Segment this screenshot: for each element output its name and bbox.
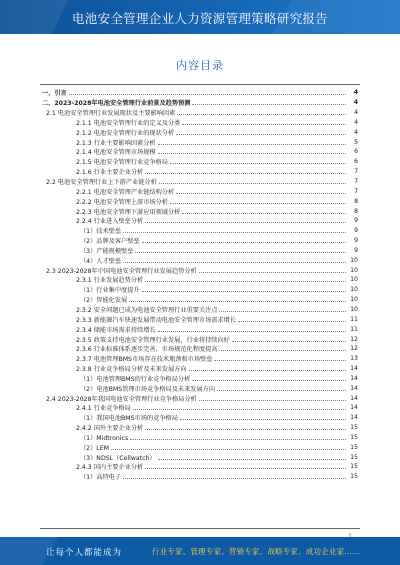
toc-entry-label: 2.3.7 电池管理BMS市场存在技术瓶颈和市场壁垒 bbox=[76, 356, 213, 364]
footer-banner bbox=[0, 537, 400, 565]
toc-entry-page: 10 bbox=[350, 276, 358, 284]
toc-entry-page: 6 bbox=[354, 158, 358, 166]
toc-entry-label: （1）Midtronics bbox=[80, 434, 129, 442]
toc-leader-dots bbox=[130, 439, 346, 440]
toc-entry-page: 5 bbox=[354, 138, 358, 146]
toc-entry[interactable] bbox=[42, 246, 358, 256]
toc-entry-label: 2.3.3 新能源汽车快速发展带动电池安全管理市场需求增长 bbox=[76, 316, 237, 324]
toc-entry-label: （2）LEM bbox=[80, 444, 110, 452]
toc-entry[interactable] bbox=[42, 462, 358, 472]
toc-entry[interactable] bbox=[42, 88, 358, 98]
toc-entry[interactable] bbox=[42, 364, 358, 374]
toc-entry[interactable] bbox=[42, 226, 358, 236]
toc-entry-page: 14 bbox=[350, 404, 358, 412]
toc-entry[interactable] bbox=[42, 177, 358, 187]
toc-leader-dots bbox=[145, 281, 346, 282]
toc-leader-dots bbox=[145, 429, 346, 430]
toc-entry[interactable] bbox=[42, 186, 358, 196]
toc-entry-label: 2.2.4 行业进入壁垒分析 bbox=[76, 218, 144, 226]
toc-leader-dots bbox=[133, 409, 346, 410]
toc-entry-label: （1）行业集中度提升 bbox=[80, 287, 140, 295]
toc-entry[interactable] bbox=[42, 157, 358, 167]
toc-entry-label: （2）智能化发展 bbox=[80, 297, 128, 305]
toc-leader-dots bbox=[170, 163, 346, 164]
toc-entry-page: 4 bbox=[354, 128, 358, 136]
toc-entry-page: 14 bbox=[350, 414, 358, 422]
toc-entry-page: 4 bbox=[354, 118, 358, 126]
toc-entry[interactable] bbox=[42, 344, 358, 354]
toc-bottom-rule bbox=[40, 528, 360, 529]
toc-entry-page: 9 bbox=[354, 227, 358, 235]
toc-entry[interactable] bbox=[42, 206, 358, 216]
toc-entry-label: 2.3 2023-2028年中国电池安全管理行业发展趋势分析 bbox=[46, 267, 197, 275]
toc-entry-page: 6 bbox=[354, 148, 358, 156]
footer-roles: 行业专家、管理专家、营销专家、战略专家、成功企业家…… bbox=[152, 547, 360, 556]
toc-entry-page: 7 bbox=[354, 187, 358, 195]
toc-leader-dots bbox=[158, 153, 346, 154]
toc-leader-dots bbox=[192, 104, 346, 105]
toc-entry-page: 15 bbox=[350, 473, 358, 481]
report-header-banner bbox=[0, 0, 400, 34]
toc-entry-label: 2.2.1 电池安全管理产业链结构分析 bbox=[76, 188, 175, 196]
toc-entry[interactable] bbox=[42, 403, 358, 413]
toc-leader-dots bbox=[158, 144, 346, 145]
toc-entry[interactable] bbox=[42, 383, 358, 393]
toc-entry[interactable] bbox=[42, 127, 358, 137]
toc-leader-dots bbox=[199, 400, 346, 401]
toc-entry-label: 2.1 电池安全管理行业发展现状及主要影响因素 bbox=[46, 110, 176, 118]
toc-leader-dots bbox=[158, 459, 346, 460]
toc-entry[interactable] bbox=[42, 196, 358, 206]
toc-entry-label: 2.1.2 电池安全管理行业的现状分析 bbox=[76, 129, 175, 137]
toc-entry-label: 2.4 2023-2028年我国电池安全管理行业竞争格局分析 bbox=[46, 395, 197, 403]
toc-entry[interactable] bbox=[42, 295, 358, 305]
toc-leader-dots bbox=[182, 124, 346, 125]
toc-leader-dots bbox=[170, 203, 346, 204]
toc-entry-page: 10 bbox=[350, 266, 358, 274]
toc-leader-dots bbox=[182, 213, 346, 214]
toc-entry-label: 2.3.1 行业发展趋势分析 bbox=[76, 277, 144, 285]
toc-entry-page: 10 bbox=[350, 256, 358, 264]
toc-entry-page: 10 bbox=[350, 305, 358, 313]
toc-entry-page: 11 bbox=[350, 315, 358, 323]
toc-entry-label: （3）NDSL（Cellwatch） bbox=[80, 454, 156, 462]
toc-entry-label: （1）我国电池BMS市场的竞争格局 bbox=[80, 415, 178, 423]
toc-entry-page: 14 bbox=[350, 365, 358, 373]
toc-entry-label: （2）品牌及客户壁垒 bbox=[80, 238, 140, 246]
toc-entry[interactable] bbox=[42, 334, 358, 344]
table-of-contents bbox=[42, 88, 358, 482]
toc-entry-label: 2.4.1 行业竞争格局 bbox=[76, 405, 131, 413]
toc-entry-label: 2.1.1 电池安全管理行业的定义及分类 bbox=[76, 119, 181, 127]
toc-entry[interactable] bbox=[42, 373, 358, 383]
toc-entry-label: 二、2023-2028年电池安全管理行业前景及趋势预测 bbox=[42, 100, 191, 108]
toc-leader-dots bbox=[145, 468, 346, 469]
toc-leader-dots bbox=[219, 350, 346, 351]
toc-leader-dots bbox=[199, 272, 346, 273]
toc-entry-page: 15 bbox=[350, 424, 358, 432]
toc-entry-label: 2.3.4 储能市场需求持续增长 bbox=[76, 326, 156, 334]
toc-leader-dots bbox=[189, 370, 346, 371]
toc-entry[interactable] bbox=[42, 452, 358, 462]
toc-entry[interactable] bbox=[42, 305, 358, 315]
toc-entry-label: 一、引言 bbox=[42, 90, 67, 98]
toc-entry-page: 11 bbox=[350, 325, 358, 333]
toc-entry-page: 14 bbox=[350, 394, 358, 402]
toc-entry[interactable] bbox=[42, 433, 358, 443]
toc-entry-page: 4 bbox=[353, 89, 358, 97]
toc-leader-dots bbox=[159, 183, 346, 184]
toc-leader-dots bbox=[135, 252, 346, 253]
toc-entry-page: 7 bbox=[354, 178, 358, 186]
toc-entry-page: 15 bbox=[350, 463, 358, 471]
toc-leader-dots bbox=[123, 478, 346, 479]
toc-leader-dots bbox=[176, 134, 346, 135]
toc-leader-dots bbox=[145, 173, 346, 174]
toc-entry-label: 2.1.6 行业主要企业分析 bbox=[76, 169, 144, 177]
toc-entry-label: （1）技术壁垒 bbox=[80, 228, 122, 236]
toc-entry-page: 4 bbox=[354, 109, 358, 117]
toc-leader-dots bbox=[177, 114, 346, 115]
report-title: 电池安全管理企业人力资源管理策略研究报告 bbox=[71, 11, 328, 26]
toc-leader-dots bbox=[232, 341, 346, 342]
toc-entry-page: 15 bbox=[350, 433, 358, 441]
toc-entry[interactable] bbox=[42, 167, 358, 177]
toc-entry-label: 2.4.2 国外主要企业分析 bbox=[76, 425, 144, 433]
toc-leader-dots bbox=[158, 331, 346, 332]
toc-entry-label: （2）电池BMS管理市场竞争格局及未来发展方向 bbox=[80, 385, 216, 393]
toc-entry[interactable] bbox=[42, 236, 358, 246]
toc-entry-label: （4）人才壁垒 bbox=[80, 257, 122, 265]
toc-entry[interactable] bbox=[42, 118, 358, 128]
toc-entry-page: 10 bbox=[350, 296, 358, 304]
toc-entry-page: 8 bbox=[354, 197, 358, 205]
toc-leader-dots bbox=[192, 380, 346, 381]
toc-entry-page: 9 bbox=[354, 246, 358, 254]
toc-entry-page: 9 bbox=[354, 237, 358, 245]
toc-top-rule bbox=[40, 84, 360, 85]
toc-entry-page: 12 bbox=[350, 335, 358, 343]
toc-entry[interactable] bbox=[42, 354, 358, 364]
toc-leader-dots bbox=[217, 390, 346, 391]
toc-entry[interactable] bbox=[42, 393, 358, 403]
toc-leader-dots bbox=[214, 360, 346, 361]
toc-entry-label: 2.4.3 国内主要企业分析 bbox=[76, 464, 144, 472]
toc-entry-page: 4 bbox=[353, 99, 358, 107]
toc-entry[interactable] bbox=[42, 137, 358, 147]
toc-leader-dots bbox=[142, 242, 346, 243]
toc-entry-page: 8 bbox=[354, 207, 358, 215]
toc-entry[interactable] bbox=[42, 275, 358, 285]
toc-leader-dots bbox=[180, 419, 346, 420]
toc-entry-page: 14 bbox=[350, 374, 358, 382]
toc-entry[interactable] bbox=[42, 472, 358, 482]
toc-entry[interactable] bbox=[42, 442, 358, 452]
toc-entry-label: 2.3.6 行业标准体系逐步完善，市场规范化程度提高 bbox=[76, 346, 218, 354]
toc-leader-dots bbox=[238, 321, 346, 322]
toc-entry-label: （3）产能规模壁垒 bbox=[80, 247, 134, 255]
toc-entry-label: 2.3.8 行业竞争格局分析及未来发展方向 bbox=[76, 366, 187, 374]
toc-entry-label: （1）电池管理BMS的行业竞争格局分析 bbox=[80, 375, 191, 383]
toc-entry-page: 15 bbox=[350, 443, 358, 451]
toc-entry[interactable] bbox=[42, 285, 358, 295]
toc-entry-label: 2.3.5 政策支持电池安全管理行业发展，行业将持续向好 bbox=[76, 336, 230, 344]
toc-entry[interactable] bbox=[42, 108, 358, 118]
toc-leader-dots bbox=[129, 301, 346, 302]
toc-entry-label: 2.1.4 电池安全管理市场规模 bbox=[76, 149, 156, 157]
toc-leader-dots bbox=[123, 232, 346, 233]
toc-entry-label: 2.2 电池安全管理行业上下游产业链分析 bbox=[46, 179, 157, 187]
toc-leader-dots bbox=[145, 222, 346, 223]
toc-leader-dots bbox=[176, 193, 346, 194]
toc-entry-page: 12 bbox=[350, 345, 358, 353]
toc-entry[interactable] bbox=[42, 265, 358, 275]
toc-entry[interactable] bbox=[42, 98, 358, 108]
toc-entry-label: 2.1.5 电池安全管理行业竞争格局 bbox=[76, 159, 168, 167]
toc-leader-dots bbox=[111, 449, 346, 450]
toc-leader-dots bbox=[69, 94, 346, 95]
toc-entry-page: 9 bbox=[354, 217, 358, 225]
toc-entry[interactable] bbox=[42, 255, 358, 265]
toc-entry-page: 15 bbox=[350, 453, 358, 461]
toc-leader-dots bbox=[123, 262, 346, 263]
toc-leader-dots bbox=[219, 311, 346, 312]
toc-leader-dots bbox=[142, 291, 346, 292]
toc-entry[interactable] bbox=[42, 324, 358, 334]
toc-entry-label: 2.2.3 电池安全管理下游应用领域分析 bbox=[76, 208, 181, 216]
toc-entry-page: 7 bbox=[354, 168, 358, 176]
toc-entry-label: 2.3.2 安全问题已成为电池安全管理行业重要关注点 bbox=[76, 306, 218, 314]
toc-entry-page: 14 bbox=[350, 384, 358, 392]
toc-entry[interactable] bbox=[42, 216, 358, 226]
toc-heading: 内容目录 bbox=[176, 59, 224, 72]
toc-entry[interactable] bbox=[42, 413, 358, 423]
toc-entry-label: （1）高特电子 bbox=[80, 474, 122, 482]
toc-entry-page: 10 bbox=[350, 286, 358, 294]
toc-entry[interactable] bbox=[42, 314, 358, 324]
toc-entry[interactable] bbox=[42, 423, 358, 433]
toc-entry-label: 2.2.2 电池安全管理上游市场分析 bbox=[76, 198, 168, 206]
toc-entry-page: 13 bbox=[350, 355, 358, 363]
footer-slogan: 让每个人都能成为 bbox=[46, 548, 123, 558]
toc-entry-label: 2.1.3 行业主要影响因素分析 bbox=[76, 139, 156, 147]
toc-entry[interactable] bbox=[42, 147, 358, 157]
